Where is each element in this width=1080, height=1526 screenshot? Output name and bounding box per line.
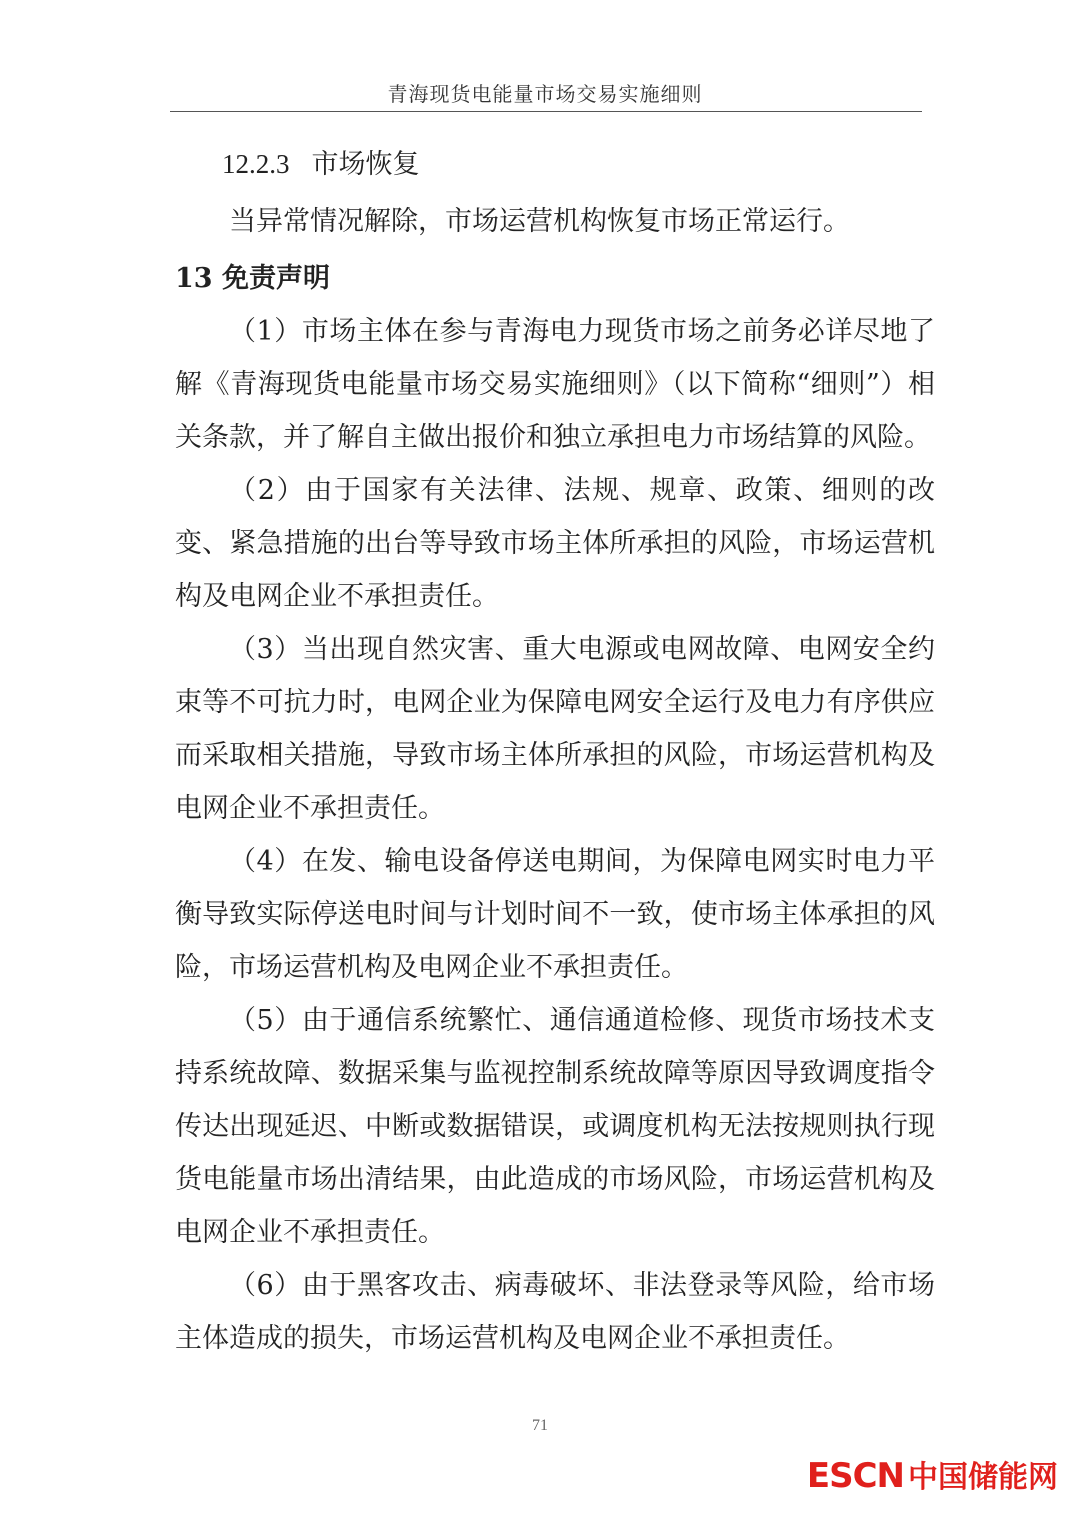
subsection-heading-12-2-3 [175, 138, 935, 195]
section-heading-13: 13 免责声明 [175, 263, 330, 294]
disclaimer-paragraph-5: （5）由于通信系统繁忙、通信通道检修、现货市场技术支持系统故障、数据采集与监视控制系统故障等原因导致调度指令传达出现延迟、中断或数据错误，或调度机构无法按规则执行现货电能量市场出清结果，由此造成的市场风险，市场运营机构及电网企业不承担责任。 [175, 1005, 935, 1248]
subsection-title: 市场恢复 [311, 149, 420, 180]
subsection-number: 12.2.3 [222, 149, 290, 179]
disclaimer-paragraph-1: （1）市场主体在参与青海电力现货市场之前务必详尽地了解《青海现货电能量市场交易实施细则》（以下简称“细则”）相关条款，并了解自主做出报价和独立承担电力市场结算的风险。 [175, 316, 935, 453]
disclaimer-paragraph-4: （4）在发、输电设备停送电期间，为保障电网实时电力平衡导致实际停送电时间与计划时间不一致，使市场主体承担的风险，市场运营机构及电网企业不承担责任。 [175, 846, 935, 983]
page-number: 71 [532, 1417, 548, 1434]
disclaimer-paragraph-6: （6）由于黑客攻击、病毒破坏、非法登录等风险，给市场主体造成的损失，市场运营机构及电网企业不承担责任。 [175, 1270, 935, 1354]
document-body [175, 138, 935, 1365]
header-divider [170, 111, 922, 112]
watermark-latin: ESCN [806, 1456, 904, 1496]
running-header: 青海现货电能量市场交易实施细则 [387, 82, 703, 106]
disclaimer-paragraph-3: （3）当出现自然灾害、重大电源或电网故障、电网安全约束等不可抗力时，电网企业为保障电网安全运行及电力有序供应而采取相关措施，导致市场主体所承担的风险，市场运营机构及电网企业不承担责任。 [175, 634, 935, 824]
subsection-12-2-3-text: 当异常情况解除，市场运营机构恢复市场正常运行。 [229, 206, 850, 237]
disclaimer-paragraph-2: （2）由于国家有关法律、法规、规章、政策、细则的改变、紧急措施的出台等导致市场主体所承担的风险，市场运营机构及电网企业不承担责任。 [175, 475, 935, 612]
escn-watermark-logo [807, 1452, 1058, 1496]
watermark-chinese: 中国储能网 [908, 1460, 1058, 1495]
